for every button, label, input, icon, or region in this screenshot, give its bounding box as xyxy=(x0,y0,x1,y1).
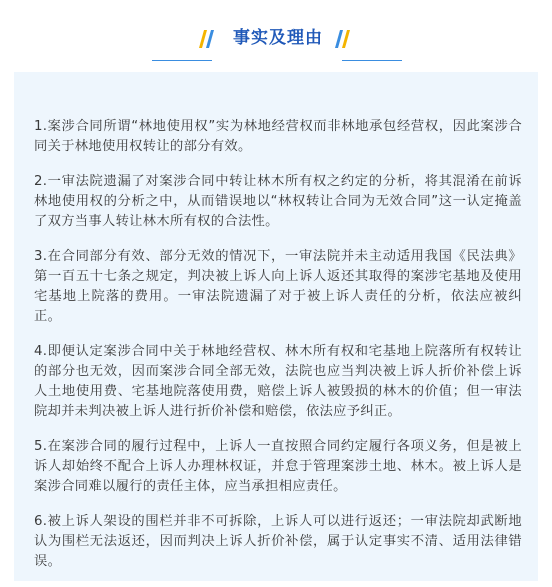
reasons-list xyxy=(34,117,522,587)
header-divider-right xyxy=(342,60,402,61)
reason-paragraph-2: 2.一审法院遗漏了对案涉合同中转让林木所有权之约定的分析，将其混淆在前诉林地使用权的分析之中，从而错误地以“林权转让合同为无效合同”这一认定掩盖了双方当事人转让林木所有权的合法性。 xyxy=(34,174,522,229)
reason-paragraph-3: 3.在合同部分有效、部分无效的情况下，一审法院并未主动适用我国《民法典》第一百五十七条之规定，判决被上诉人向上诉人返还其取得的案涉宅基地及使用宅基地上院落的费用。一审法院遗漏了对于被上诉人责任的分析，依法应被纠正。 xyxy=(34,249,522,324)
reason-paragraph-6: 6.被上诉人架设的围栏并非不可拆除，上诉人可以进行返还；一审法院却武断地认为围栏无法返还，因而判决上诉人折价补偿，属于认定事实不清、适用法律错误。 xyxy=(34,514,522,569)
section-header xyxy=(0,18,552,58)
reason-paragraph-1: 1.案涉合同所谓“林地使用权”实为林地经营权而非林地承包经营权，因此案涉合同关于林地使用权转让的部分有效。 xyxy=(34,119,522,154)
header-divider-left xyxy=(152,60,212,61)
reason-paragraph-5: 5.在案涉合同的履行过程中，上诉人一直按照合同约定履行各项义务，但是被上诉人却始终不配合上诉人办理林权证，并怠于管理案涉土地、林木。被上诉人是案涉合同难以履行的责任主体，应当承担相应责任。 xyxy=(34,439,522,494)
double-slash-icon-left xyxy=(198,28,216,50)
reason-paragraph-4: 4.即便认定案涉合同中关于林地经营权、林木所有权和宅基地上院落所有权转让的部分也无效，因而案涉合同全部无效，法院也应当判决被上诉人折价补偿上诉人土地使用费、宅基地院落使用费，赔偿上诉人被毁损的林木的价值；但一审法院却并未判决被上诉人进行折价补偿和赔偿，依法应予纠正。 xyxy=(34,344,522,419)
double-slash-icon-right xyxy=(334,28,352,50)
section-title: 事实及理由 xyxy=(233,28,323,48)
